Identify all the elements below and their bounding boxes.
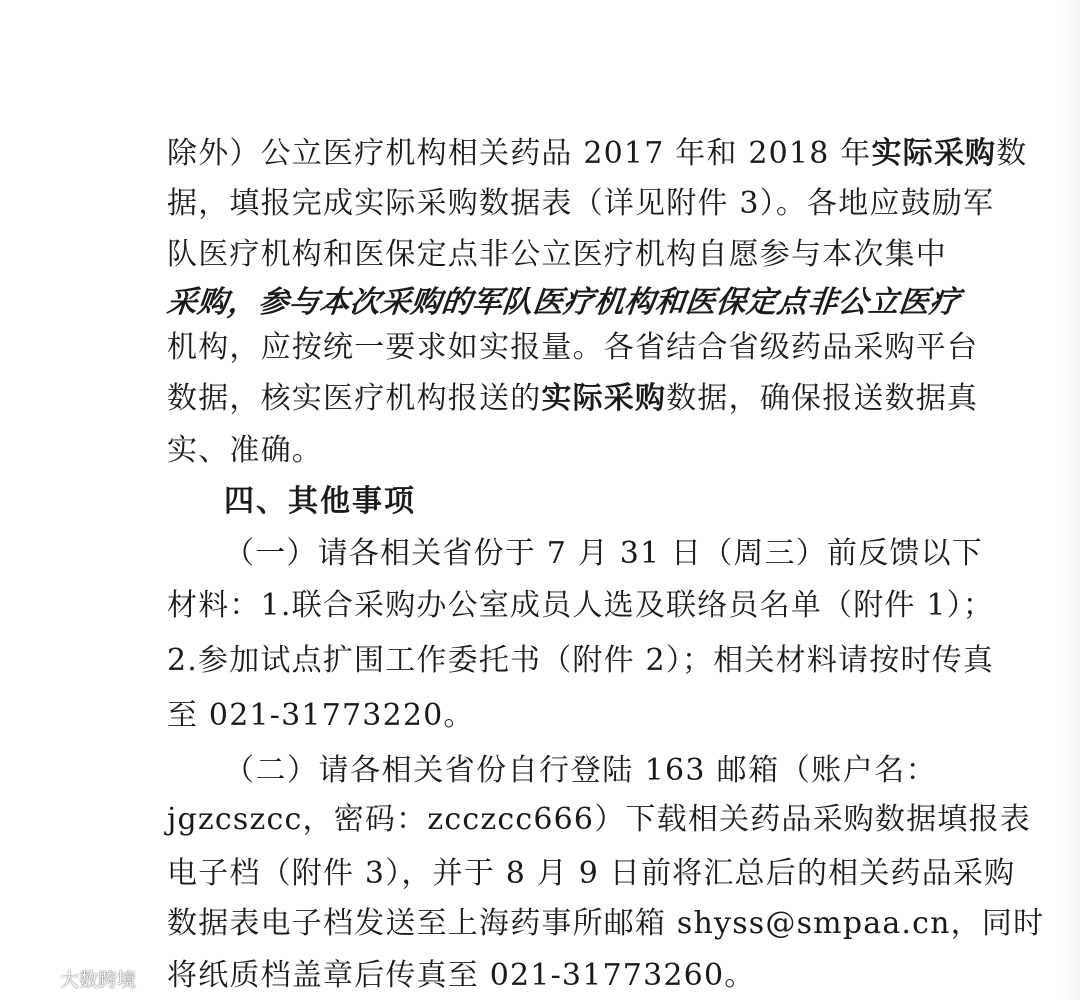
text-line-15 (167, 856, 1016, 892)
text-line-17 (167, 958, 937, 994)
line-12-text: 至 021-31773220。 (167, 698, 475, 733)
text-line-1 (167, 136, 1028, 172)
text-line-13 (224, 753, 937, 789)
watermark (6, 962, 136, 994)
text-line-6 (167, 381, 979, 417)
line-14-text: jgzcszcc，密码：zcczcc666）下载相关药品采购数据填报表 (167, 802, 1031, 837)
text-line-10 (167, 588, 995, 624)
line-1-seg-3: 数 (996, 136, 1028, 171)
line-15-text: 电子档（附件 3），并于 8 月 9 日前将汇总后的相关药品采购 (167, 856, 1016, 891)
line-7-text: 实、准确。 (167, 433, 323, 468)
line-2-text: 据，填报完成实际采购数据表（详见附件 3）。各地应鼓励军 (167, 186, 995, 221)
text-line-3 (167, 237, 947, 273)
text-line-7 (167, 433, 937, 469)
section-heading (224, 484, 937, 520)
line-10-text: 材料：1.联合采购办公室成员人选及联络员名单（附件 1）； (167, 588, 995, 623)
line-6-seg-3: 数据，确保报送数据真 (666, 381, 979, 416)
line-6-bold-seg: 实际采购 (541, 381, 667, 416)
line-1-bold-seg: 实际采购 (871, 136, 997, 171)
line-11-text: 2.参加试点扩围工作委托书（附件 2）；相关材料请按时传真 (167, 643, 995, 678)
line-13-text: （二）请各相关省份自行登陆 163 邮箱（账户名： (224, 753, 937, 788)
line-9-text: （一）请各相关省份于 7 月 31 日（周三）前反馈以下 (224, 536, 984, 571)
line-1-seg-1: 除外）公立医疗机构相关药品 2017 年和 2018 年 (167, 136, 872, 171)
handwritten-insertion-line (165, 285, 962, 321)
text-line-5 (167, 330, 979, 366)
line-5-text: 机构，应按统一要求如实报量。各省结合省级药品采购平台 (167, 330, 979, 365)
text-line-9 (224, 536, 984, 572)
line-16-text: 数据表电子档发送至上海药事所邮箱 shyss@smpaa.cn，同时 (167, 906, 1045, 941)
text-line-14 (167, 802, 1031, 838)
text-line-2 (167, 186, 995, 222)
text-line-12 (167, 698, 937, 734)
watermark-text: 大数跨境 (60, 968, 137, 991)
line-4-text: 采购，参与本次采购的军队医疗机构和医保定点非公立医疗 (165, 285, 962, 320)
chat-bubble-logo-icon (6, 964, 54, 992)
scan-edge-shadow (1062, 0, 1080, 1000)
section-heading-text: 四、其他事项 (224, 484, 416, 519)
text-line-11 (167, 643, 995, 679)
text-line-16 (167, 906, 1045, 942)
line-6-seg-1: 数据，核实医疗机构报送的 (167, 381, 542, 416)
line-17-text: 将纸质档盖章后传真至 021-31773260。 (167, 958, 756, 993)
line-3-text: 队医疗机构和医保定点非公立医疗机构自愿参与本次集中 (167, 237, 947, 272)
